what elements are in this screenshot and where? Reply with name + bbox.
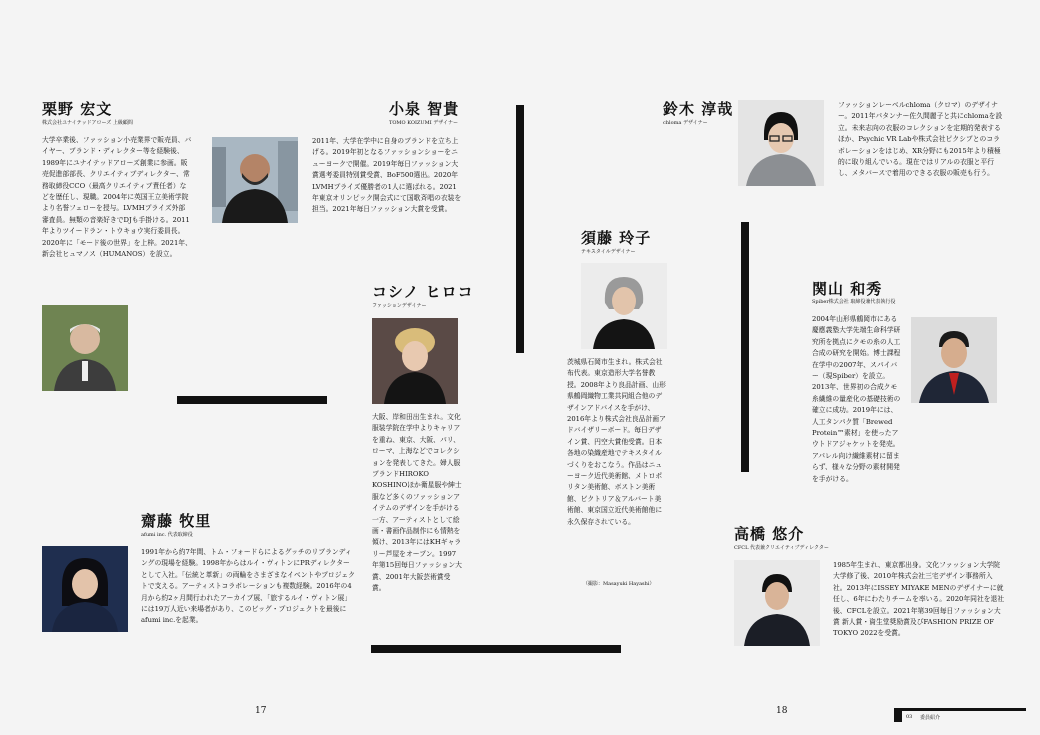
portrait-takahashi: [734, 560, 820, 646]
page-number: 17: [255, 706, 267, 716]
person-role: 株式会社ユナイテッドアローズ 上級顧問: [42, 120, 133, 126]
person-bio: 茨城県石岡市生まれ。株式会社 布代表。東京造形大学名誉教授。2008年より良品計画、山形県鶴岡織物工業共同組合他のデザインアドバイスを手がけ、2016年より株式会社良品計画アドバイザリーボード。毎日デザイン賞、円空大賞他受賞。日本各地の染織産地でテキスタイルづくりをおこなう。作品はニューヨーク近代美術館、メトロポリタン美術館、ボストン美術館、ビクトリア＆アルバート美術館、東京国立近代美術館他に永久保存されている。: [567, 358, 666, 526]
person-name: 鈴木 淳哉: [663, 100, 734, 118]
section-tag: [894, 708, 1026, 722]
person-name: コシノ ヒロコ: [372, 283, 474, 301]
portrait-suzuki: [738, 100, 824, 186]
portrait-sekiyama: [911, 317, 997, 403]
person-role: Spiber株式会社 取締役兼代表執行役: [812, 299, 896, 305]
person-name: 齋藤 牧里: [141, 512, 212, 530]
person-bio: 1991年から約7年間、トム・フォードらによるグッチのリブランディングの現場を経験。1998年からはルイ・ヴィトンにPRディレクターとして入社。「伝統と革新」の両輪をさまざまなイベントやプロジェクトで支える。アーティストコラボレーションも複数経験。2016年の4月から約2ヶ月間行われたアーカイブ展、「旅するルイ・ヴィトン展」には19万人近い来場者があり、このビッグ・プロジェクトを最後にafumi inc.を起業。: [141, 548, 355, 625]
portrait-koizumi: [212, 137, 298, 223]
person-role: CFCL 代表兼クリエイティブディレクター: [734, 545, 829, 551]
section-number: 03: [906, 714, 913, 720]
portrait-koshino: [372, 318, 458, 404]
person-bio: 1985年生まれ、東京都出身。文化ファッション大学院大学修了後、2010年株式会社三宅デザイン事務所入社。2013年にISSEY MIYAKE MENのデザイナーに就任し、6年にわたりチームを率いる。2020年同社を退社後、CFCLを設立。2021年第39回毎日ファッション大賞 新人賞・資生堂奨励賞及びFASHION PRIZE OF TOKYO 2022を受賞。: [833, 561, 1005, 638]
person-bio: 大学卒業後、ファッション小売業界で販売員、バイヤー、ブランド・ディレクター等を経験後、1989年にユナイテッドアローズ創業に参画。販売促進部部長、クリエイティブディレクター、常務取締役CCO（最高クリエイティブ責任者）などを歴任し、現職。2004年に英国王立美術学院より名誉フェローを授与。LVMHプライズ外部審査員。無類の音楽好きでDJも手掛ける。2011年よりツイードラン・トウキョウ実行委員長。2020年に「モード後の世界」を上梓。2021年、新会社ヒュマノス（HUMANOS）を設立。: [42, 136, 192, 259]
person-name: 須藤 玲子: [581, 229, 652, 247]
photo-credit: （撮影：Masayuki Hayashi）: [583, 581, 655, 587]
person-role: chloma デザイナー: [663, 120, 708, 126]
portrait-kurino: [42, 305, 128, 391]
person-bio: ファッションレーベルchloma（クロマ）のデザイナー。2011年パタンナー佐久間麗子と共にchlomaを設立。未来志向の衣服のコレクションを定期的発表するほか、Psychic VR Labや株式会社ピクシブとのコラボレーションをはじめ、XR分野にも2015年より積極的に取り組んでいる。現在ではリアルの衣服と平行し、メタバースで着用のできる衣服の販売も行う。: [838, 101, 1003, 178]
person-role: TOMO KOIZUMI デザイナー: [389, 120, 458, 126]
page-number: 18: [776, 706, 788, 716]
portrait-sudo: [581, 263, 667, 349]
person-role: afumi inc. 代表取締役: [141, 532, 193, 538]
person-bio: 2011年、大学在学中に自身のブランドを立ち上げる。2019年初となるファッションショーをニューヨークで開催。2019年毎日ファッション大賞選考委員特別賞受賞、BoF500選出。2020年LVMHプライズ優勝者の1人に選ばれる。2021年東京オリンピック開会式にて国歌斉唱の衣装を担当。2021年毎日ファッション大賞を受賞。: [312, 137, 462, 214]
person-role: ファッションデザイナー: [372, 303, 427, 309]
person-bio: 2004年山形県鶴岡市にある慶應義塾大学先端生命科学研究所を拠点にクモの糸の人工合成の研究を開始。博士課程在学中の2007年、スパイバー（現Spiber）を設立。2013年、世界初の合成クモ糸繊維の量産化の基礎技術の確立に成功。2019年には、人工タンパク質「Brewed Protein™素材」を使ったアウトドアジャケットを発売。アパレル向け繊維素材に留まらず、様々な分野の素材開発を手がける。: [812, 315, 901, 483]
person-name: 関山 和秀: [812, 280, 883, 298]
person-name: 栗野 宏文: [42, 100, 113, 118]
person-role: テキスタイルデザイナー: [581, 249, 636, 255]
divider-bar: [741, 222, 749, 472]
divider-bar: [516, 105, 524, 353]
divider-bar: [177, 396, 327, 404]
person-bio: 大阪、岸和田出生まれ。文化服装学院在学中よりキャリアを重ね、東京、大阪、パリ、ローマ、上海などでコレクションを発表してきた。婦人服ブランドHIROKO KOSHINOほか衛星服や紳士服など多くのファッションアイテムのデザインを手がける一方、アーティストとして絵画・書画作品制作にも情熱を傾け、2013年にはKHギャラリー芦屋をオープン。1997年第15回毎日ファッション大賞、2001年大阪芸術賞受賞。: [372, 413, 462, 593]
section-label: 委員紹介: [920, 715, 941, 721]
person-name: 高橋 悠介: [734, 525, 805, 543]
person-name: 小泉 智貴: [389, 100, 460, 118]
portrait-saito: [42, 546, 128, 632]
divider-bar: [371, 645, 621, 653]
